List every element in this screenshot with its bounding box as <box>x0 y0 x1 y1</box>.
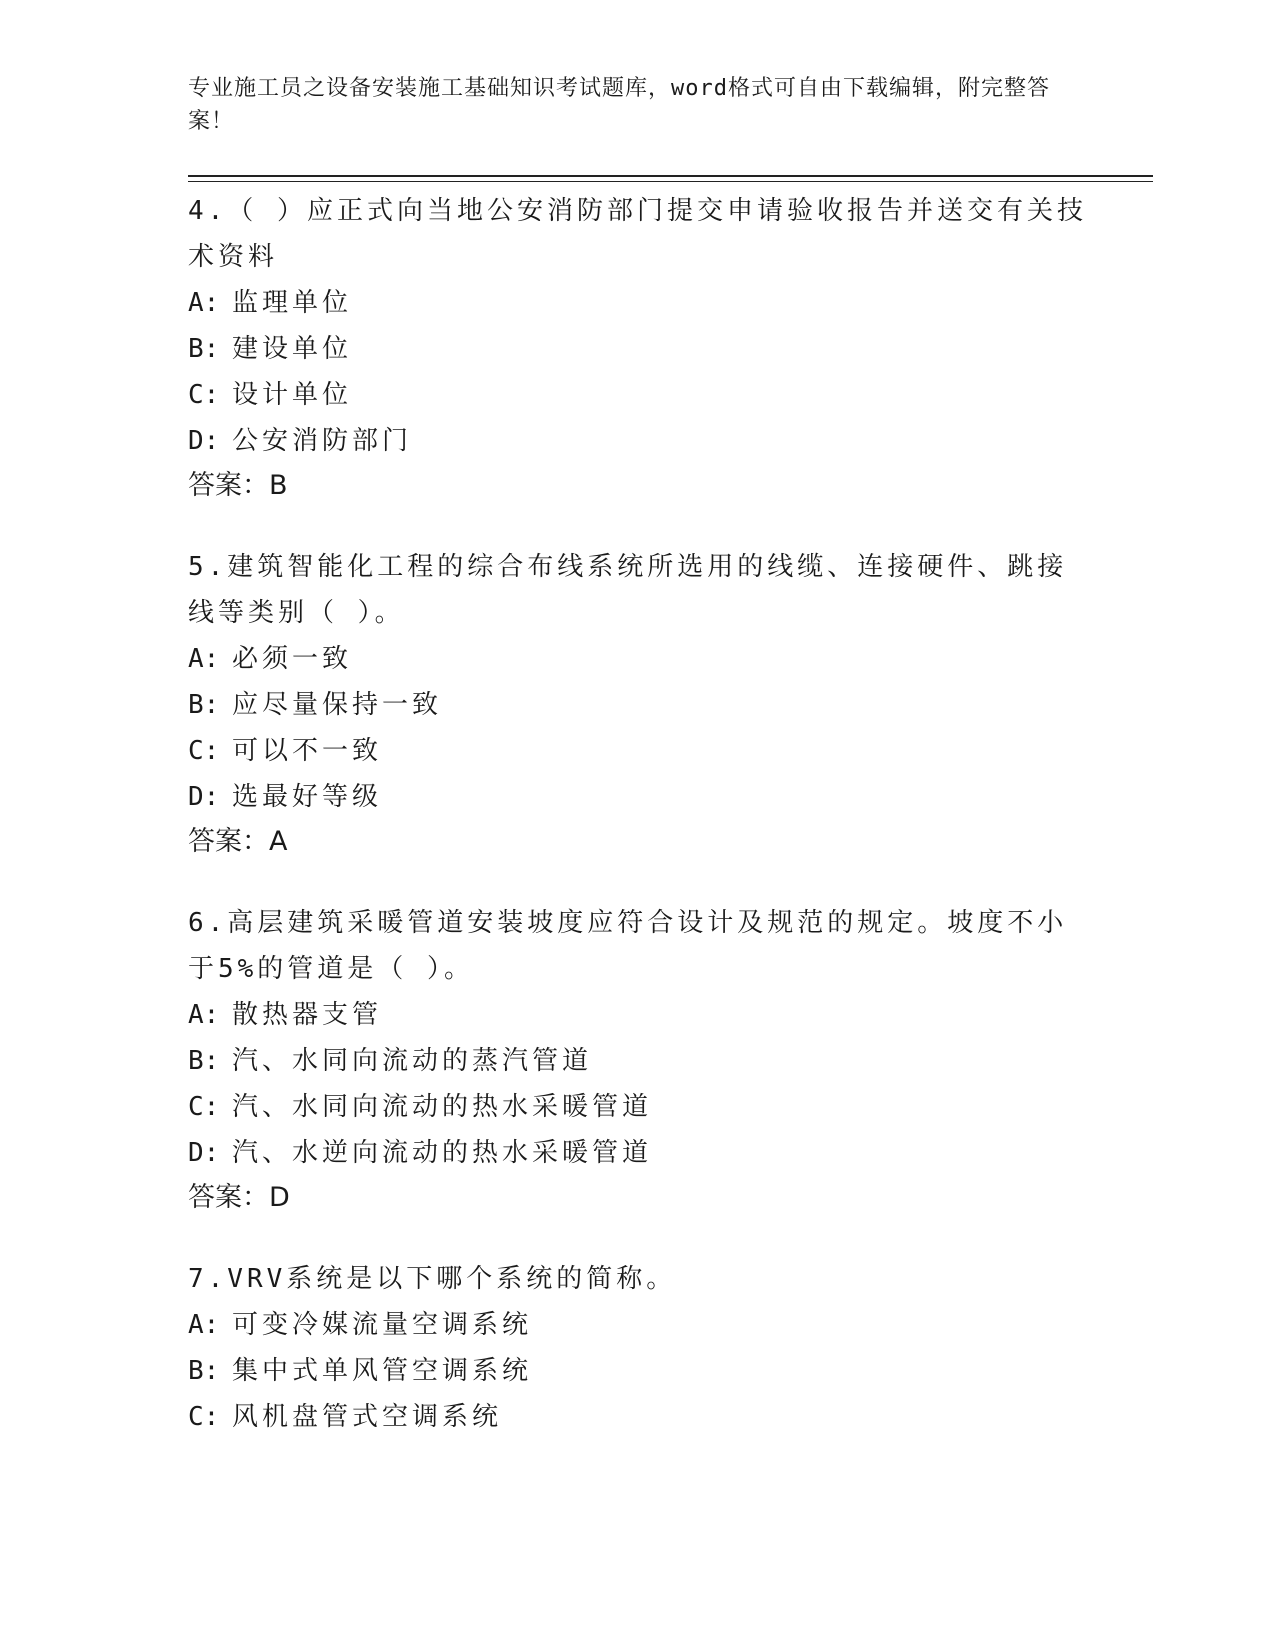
answer-line: 答案：D <box>188 1182 290 1213</box>
option-text: 建设单位 <box>232 334 353 364</box>
question-list <box>188 188 1088 1476</box>
option-text: 汽、水同向流动的热水采暖管道 <box>232 1092 653 1122</box>
option-text: 设计单位 <box>232 380 353 410</box>
option-letter: D: <box>188 1138 220 1168</box>
option-text: 散热器支管 <box>232 1000 383 1030</box>
option-a <box>188 280 1088 326</box>
option-d <box>188 1130 1088 1176</box>
question-stem: 4.（ ）应正式向当地公安消防部门提交申请验收报告并送交有关技术资料 <box>188 196 1087 272</box>
question-6 <box>188 900 1088 1220</box>
answer-line: 答案：A <box>188 826 288 857</box>
question-stem: 5.建筑智能化工程的综合布线系统所选用的线缆、连接硬件、跳接线等类别（ ）。 <box>188 552 1068 628</box>
option-text: 公安消防部门 <box>232 426 413 456</box>
option-text: 必须一致 <box>232 644 353 674</box>
option-letter: D: <box>188 426 220 456</box>
option-text: 可变冷媒流量空调系统 <box>232 1310 533 1340</box>
option-letter: C: <box>188 1402 220 1432</box>
option-text: 风机盘管式空调系统 <box>232 1402 503 1432</box>
option-letter: A: <box>188 644 220 674</box>
option-text: 汽、水同向流动的蒸汽管道 <box>232 1046 593 1076</box>
option-letter: A: <box>188 1310 220 1340</box>
option-text: 选最好等级 <box>232 782 383 812</box>
option-d <box>188 418 1088 464</box>
header-text: 专业施工员之设备安装施工基础知识考试题库，word格式可自由下载编辑，附完整答案！ <box>188 76 1050 134</box>
question-5 <box>188 544 1088 864</box>
option-a <box>188 636 1088 682</box>
option-letter: C: <box>188 736 220 766</box>
option-d <box>188 774 1088 820</box>
option-letter: D: <box>188 782 220 812</box>
question-stem: 7.VRV系统是以下哪个系统的简称。 <box>188 1264 677 1294</box>
option-c <box>188 1394 1088 1440</box>
option-c <box>188 1084 1088 1130</box>
answer-line: 答案：B <box>188 470 288 501</box>
document-header <box>188 72 1068 138</box>
option-b <box>188 682 1088 728</box>
option-letter: C: <box>188 380 220 410</box>
option-letter: B: <box>188 1046 220 1076</box>
option-b <box>188 1038 1088 1084</box>
option-letter: B: <box>188 334 220 364</box>
header-divider-thick <box>188 175 1153 177</box>
option-letter: B: <box>188 690 220 720</box>
option-a <box>188 1302 1088 1348</box>
question-stem: 6.高层建筑采暖管道安装坡度应符合设计及规范的规定。坡度不小于5%的管道是（ ）。 <box>188 908 1068 984</box>
question-4 <box>188 188 1088 508</box>
option-text: 集中式单风管空调系统 <box>232 1356 533 1386</box>
option-text: 监理单位 <box>232 288 353 318</box>
header-divider-thin <box>188 181 1153 182</box>
option-a <box>188 992 1088 1038</box>
option-text: 应尽量保持一致 <box>232 690 443 720</box>
option-letter: A: <box>188 288 220 318</box>
option-letter: C: <box>188 1092 220 1122</box>
option-b <box>188 326 1088 372</box>
option-c <box>188 372 1088 418</box>
option-text: 可以不一致 <box>232 736 383 766</box>
question-7 <box>188 1256 1088 1440</box>
option-b <box>188 1348 1088 1394</box>
option-c <box>188 728 1088 774</box>
option-letter: A: <box>188 1000 220 1030</box>
option-letter: B: <box>188 1356 220 1386</box>
option-text: 汽、水逆向流动的热水采暖管道 <box>232 1138 653 1168</box>
